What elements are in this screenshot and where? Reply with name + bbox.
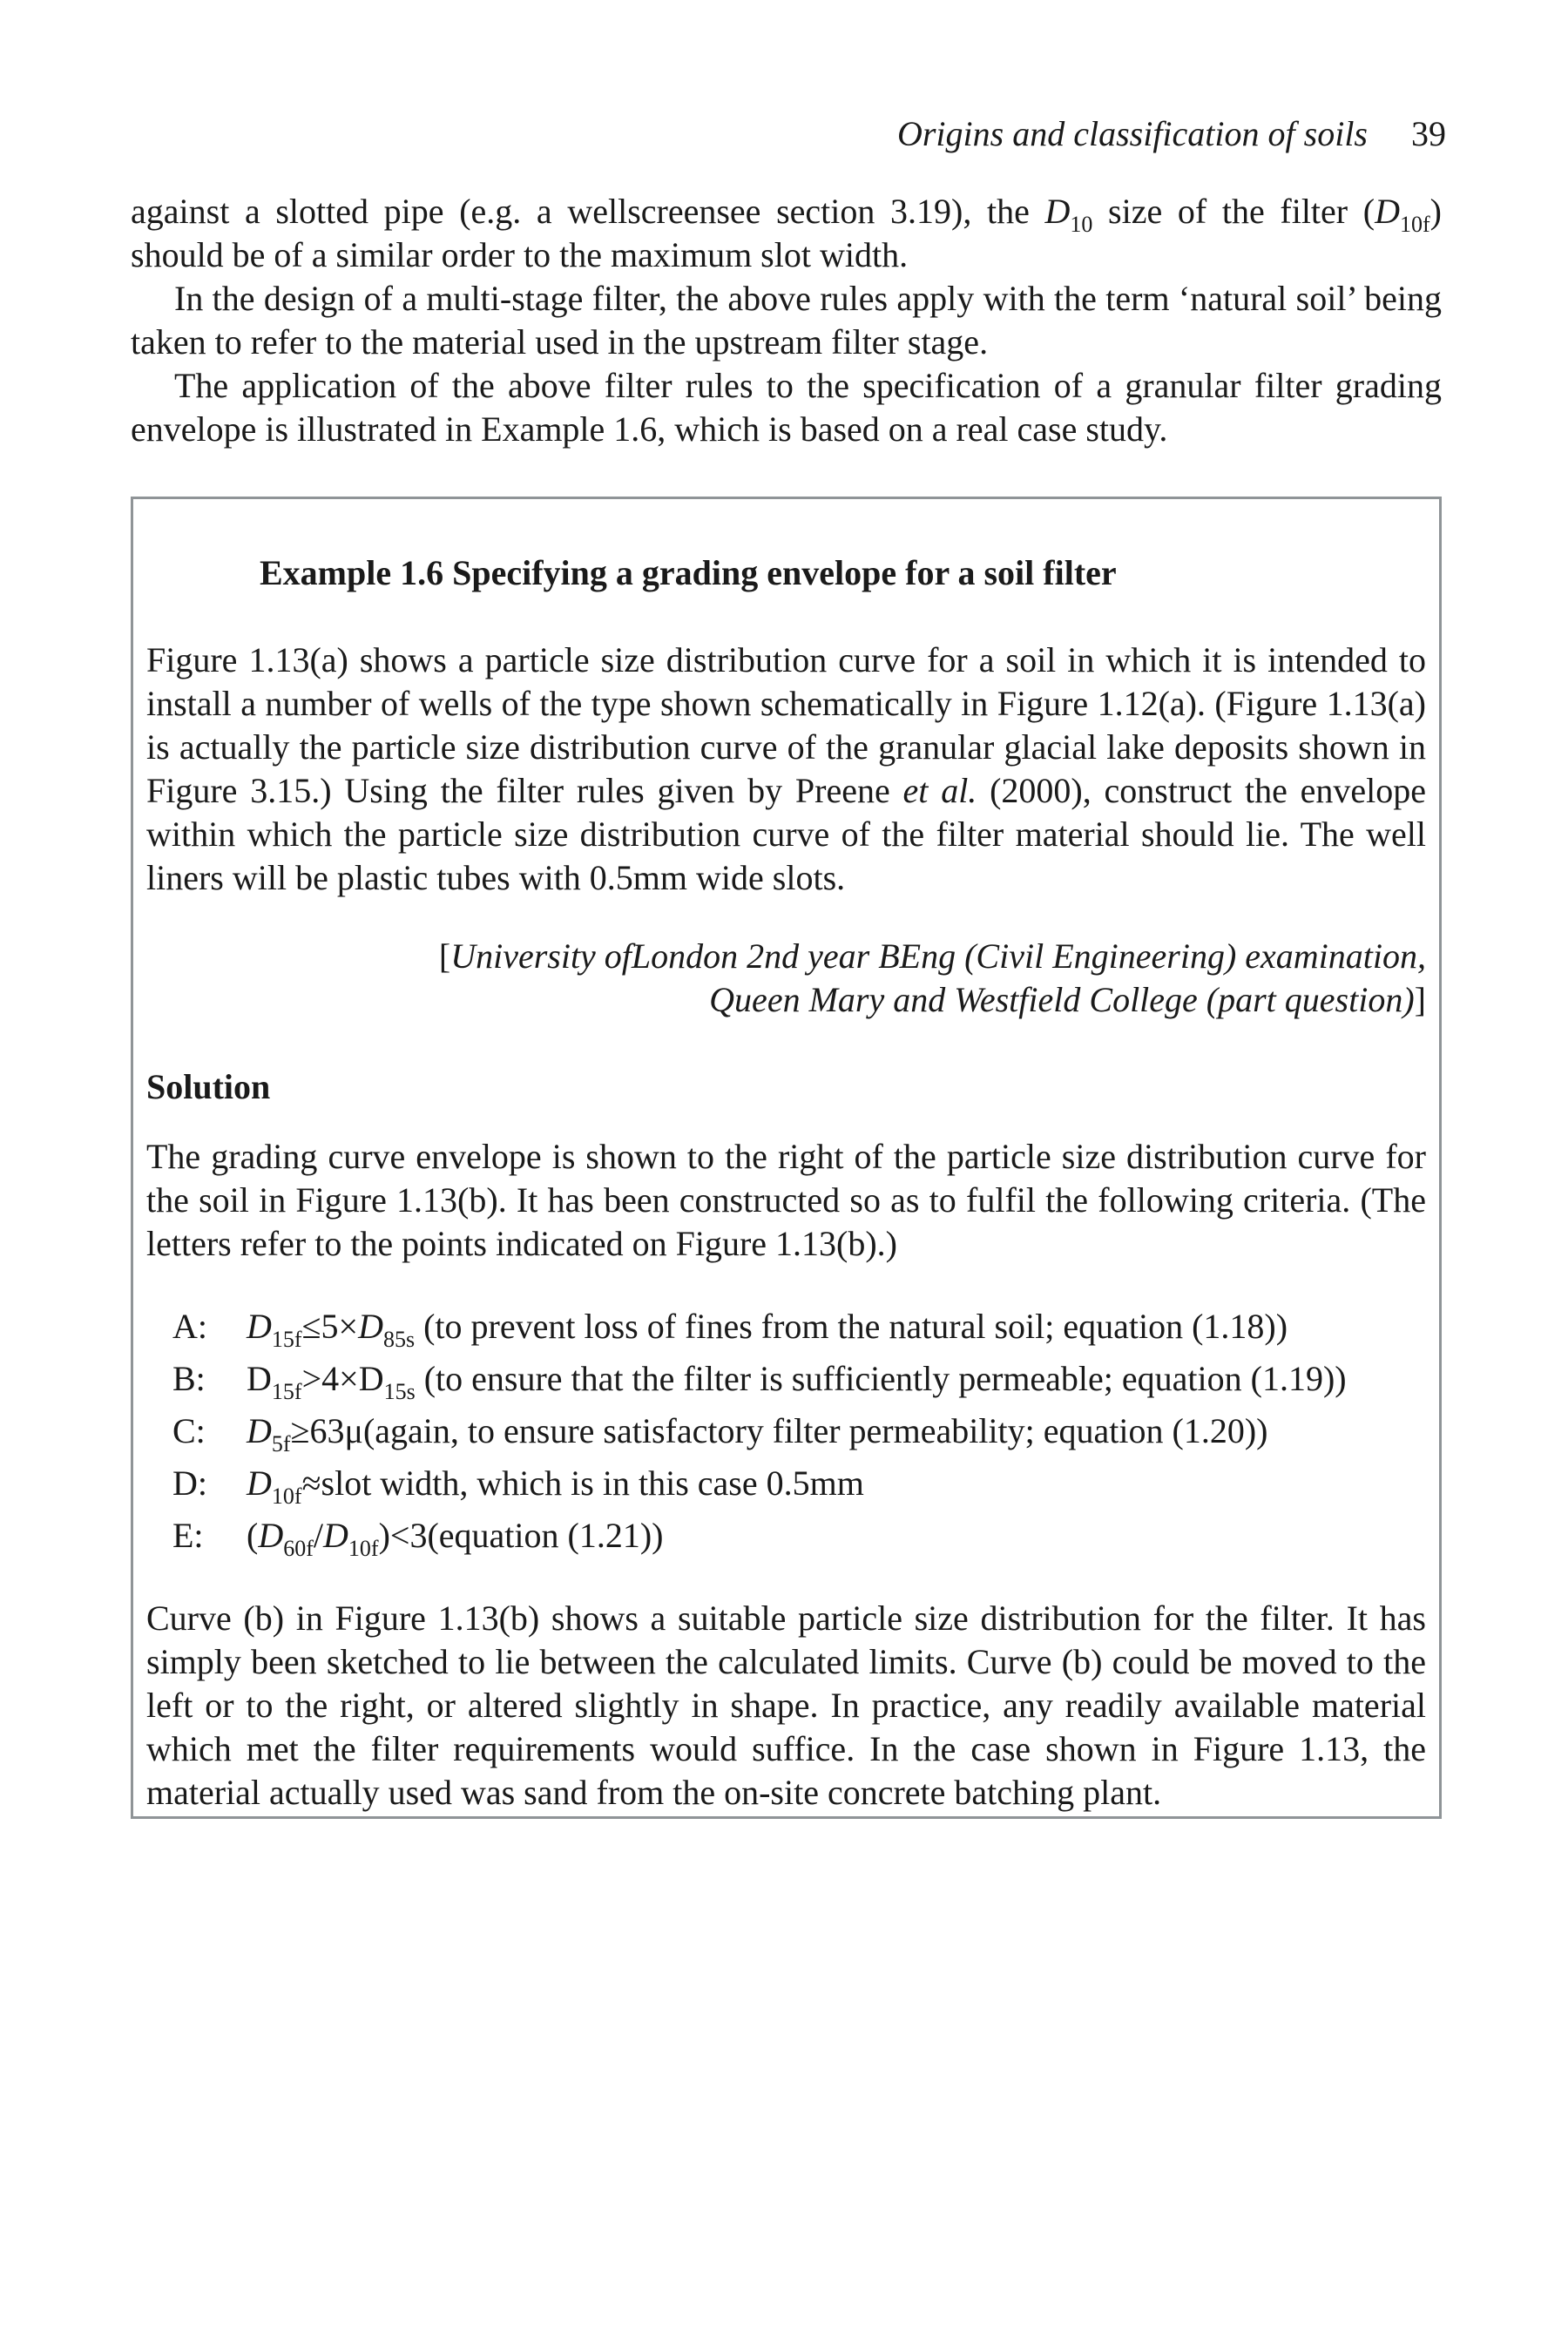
symbol-d: D (358, 1307, 383, 1346)
symbol-d: D (258, 1516, 284, 1555)
paren: ( (247, 1516, 259, 1555)
criterion-label: D: (172, 1463, 207, 1503)
source-line-2: Queen Mary and Westfield College (part question) (709, 980, 1415, 1019)
bracket: ] (1414, 980, 1426, 1019)
conclusion-text: Curve (b) in Figure 1.13(b) shows a suitable particle size distribution for the filter. It has simply been sketched to lie between the calculated limits. Curve (b) could be moved to the left or to the right, or altered slightly in shape. In practice, any readily available material which met the filter requirements would suffice. In the case shown in Figure 1.13, the material actually used was sand from the on-site concrete batching plant. (146, 1598, 1426, 1812)
et-al: et al. (902, 771, 977, 810)
solution-heading: Solution (146, 1067, 271, 1106)
symbol-d: D (247, 1411, 272, 1450)
text-run: ) should be of a similar order to the maximum slot width. (131, 192, 1442, 274)
example-box (131, 497, 1442, 1819)
operator: / (313, 1516, 324, 1555)
criterion-c (146, 1405, 1426, 1457)
intro-paragraph-2: In the design of a multi-stage filter, the above rules apply with the term ‘natural soil’ being taken to refer to the material used in the upstream filter stage. (131, 279, 1442, 362)
subscript: 15s (383, 1379, 416, 1404)
intro-paragraph-1 (131, 190, 1442, 277)
intro-text (131, 190, 1442, 451)
example-title: Example 1.6 Specifying a grading envelope for a soil filter (260, 553, 1117, 592)
subscript: 10f (1400, 212, 1430, 237)
intro-paragraph-3: The application of the above filter rules to the specification of a granular filter grading envelope is illustrated in Example 1.6, which is based on a real case study. (131, 366, 1442, 449)
criteria-list (146, 1301, 1426, 1562)
operator: >4× (301, 1359, 359, 1398)
subscript: 10f (348, 1536, 379, 1561)
symbol-d: D (247, 1359, 272, 1398)
criterion-label: B: (172, 1359, 206, 1398)
criterion-text: ≈slot width, which is in this case 0.5mm (301, 1463, 864, 1503)
criterion-label: C: (172, 1411, 206, 1450)
running-header (896, 114, 1446, 153)
example-source (146, 935, 1426, 1022)
text-run: size of the filter ( (1092, 192, 1375, 231)
criterion-a (146, 1301, 1426, 1353)
subscript: 10 (1070, 212, 1093, 237)
page-number: 39 (1411, 114, 1446, 153)
bracket: [ (438, 936, 451, 976)
criterion-label: A: (172, 1307, 207, 1346)
text-run: (2000), construct the envelope within which the particle size distribution curve of the filter material should lie. The well liners will be plastic tubes with 0.5mm wide slots. (146, 771, 1426, 897)
subscript: 15f (271, 1327, 302, 1352)
symbol-d: D (358, 1359, 384, 1398)
criterion-text: ≥63μ(again, to ensure satisfactory filter permeability; equation (1.20)) (290, 1411, 1268, 1450)
symbol-d: D (247, 1307, 272, 1346)
criterion-d (146, 1457, 1426, 1510)
criterion-text: (to prevent loss of fines from the natural soil; equation (1.18)) (415, 1307, 1288, 1346)
text-run: against a slotted pipe (e.g. a wellscreensee section 3.19), the (131, 192, 1045, 231)
subscript: 85s (382, 1327, 416, 1352)
criterion-b (146, 1353, 1426, 1405)
subscript: 60f (283, 1536, 314, 1561)
criterion-label: E: (172, 1516, 204, 1555)
criterion-e (146, 1510, 1426, 1562)
subscript: 10f (271, 1484, 302, 1509)
symbol-d: D (247, 1463, 272, 1503)
solution-text: The grading curve envelope is shown to the right of the particle size distribution curve for the soil in Figure 1.13(b). It has been constructed so as to fulfil the following criteria. (The letters refer to the points indicated on Figure 1.13(b).) (146, 1137, 1426, 1263)
operator: ≤5× (301, 1307, 359, 1346)
running-title: Origins and classification of soils (896, 114, 1368, 153)
criterion-text: )<3(equation (1.21)) (378, 1516, 664, 1555)
source-line-1: University ofLondon 2nd year BEng (Civil Engineering) examination, (450, 936, 1426, 976)
subscript: 5f (271, 1431, 291, 1456)
criterion-text: (to ensure that the filter is sufficiently permeable; equation (1.19)) (415, 1359, 1347, 1398)
symbol-d: D (1044, 192, 1071, 231)
text-run: Figure 1.13(a) shows a particle size distribution curve for a soil in which it is intended to install a number of wells of the type shown schematically in Figure 1.12(a). (Figure 1.13(a) is actually the particle size distribution curve of the granular glacial lake deposits shown in Figure 3.15.) Using the filter rules given by Preene (146, 640, 1426, 810)
symbol-d: D (1375, 192, 1400, 231)
example-question (146, 639, 1426, 900)
symbol-d: D (323, 1516, 348, 1555)
subscript: 15f (271, 1379, 302, 1404)
